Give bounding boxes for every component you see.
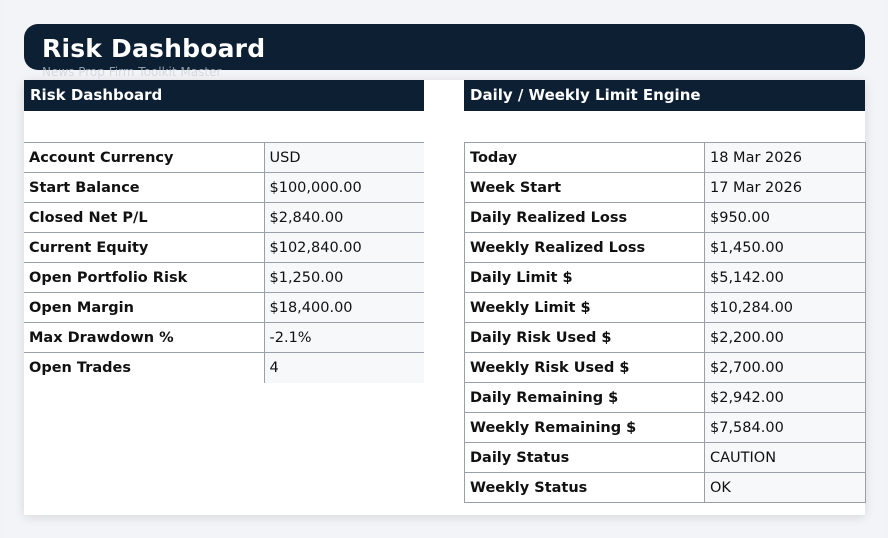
row-label: Weekly Risk Used $ (465, 353, 705, 383)
row-label: Weekly Realized Loss (465, 233, 705, 263)
row-label: Start Balance (24, 173, 264, 203)
row-label: Week Start (465, 173, 705, 203)
panel-gap (424, 80, 464, 515)
row-label: Open Portfolio Risk (24, 263, 264, 293)
row-value[interactable]: CAUTION (705, 443, 866, 473)
row-value[interactable]: OK (705, 473, 866, 503)
right-panel-title: Daily / Weekly Limit Engine (464, 80, 865, 111)
row-value[interactable]: $950.00 (705, 203, 866, 233)
limit-engine-table (464, 142, 866, 503)
row-value[interactable]: $2,700.00 (705, 353, 866, 383)
row-label: Daily Remaining $ (465, 383, 705, 413)
table-row (465, 263, 866, 293)
row-value[interactable]: $5,142.00 (705, 263, 866, 293)
table-row (465, 173, 866, 203)
table-row (465, 413, 866, 443)
table-row (465, 203, 866, 233)
table-row (465, 293, 866, 323)
page-subtitle: News Prop Firm Toolkit Master (42, 65, 222, 79)
row-value[interactable]: $102,840.00 (264, 233, 424, 263)
row-value[interactable]: 18 Mar 2026 (705, 143, 866, 173)
table-row (465, 323, 866, 353)
table-row (24, 323, 424, 353)
row-label: Current Equity (24, 233, 264, 263)
row-value[interactable]: $1,450.00 (705, 233, 866, 263)
row-value[interactable]: $10,284.00 (705, 293, 866, 323)
table-row (24, 293, 424, 323)
row-label: Weekly Status (465, 473, 705, 503)
row-value[interactable]: $2,942.00 (705, 383, 866, 413)
row-value[interactable]: -2.1% (264, 323, 424, 353)
table-row (465, 383, 866, 413)
row-label: Daily Limit $ (465, 263, 705, 293)
row-label: Weekly Limit $ (465, 293, 705, 323)
page-title: Risk Dashboard (42, 34, 266, 63)
row-value[interactable]: 4 (264, 353, 424, 383)
row-value[interactable]: $1,250.00 (264, 263, 424, 293)
table-row (465, 473, 866, 503)
table-row (24, 173, 424, 203)
table-row (465, 443, 866, 473)
table-row (24, 353, 424, 383)
row-label: Daily Realized Loss (465, 203, 705, 233)
row-value[interactable]: 17 Mar 2026 (705, 173, 866, 203)
row-value[interactable]: $18,400.00 (264, 293, 424, 323)
row-label: Open Trades (24, 353, 264, 383)
table-row (24, 233, 424, 263)
row-value[interactable]: $7,584.00 (705, 413, 866, 443)
row-value[interactable]: USD (264, 143, 424, 173)
table-row (465, 233, 866, 263)
row-value[interactable]: $2,200.00 (705, 323, 866, 353)
table-row (465, 353, 866, 383)
row-label: Today (465, 143, 705, 173)
row-label: Daily Risk Used $ (465, 323, 705, 353)
table-row (24, 143, 424, 173)
row-label: Max Drawdown % (24, 323, 264, 353)
row-label: Open Margin (24, 293, 264, 323)
row-value[interactable]: $2,840.00 (264, 203, 424, 233)
row-label: Account Currency (24, 143, 264, 173)
table-row (24, 263, 424, 293)
dashboard-header (24, 24, 865, 70)
row-value[interactable]: $100,000.00 (264, 173, 424, 203)
left-panel-title: Risk Dashboard (24, 80, 424, 111)
row-label: Daily Status (465, 443, 705, 473)
table-row (465, 143, 866, 173)
row-label: Weekly Remaining $ (465, 413, 705, 443)
row-label: Closed Net P/L (24, 203, 264, 233)
account-summary-table (24, 142, 424, 383)
table-row (24, 203, 424, 233)
